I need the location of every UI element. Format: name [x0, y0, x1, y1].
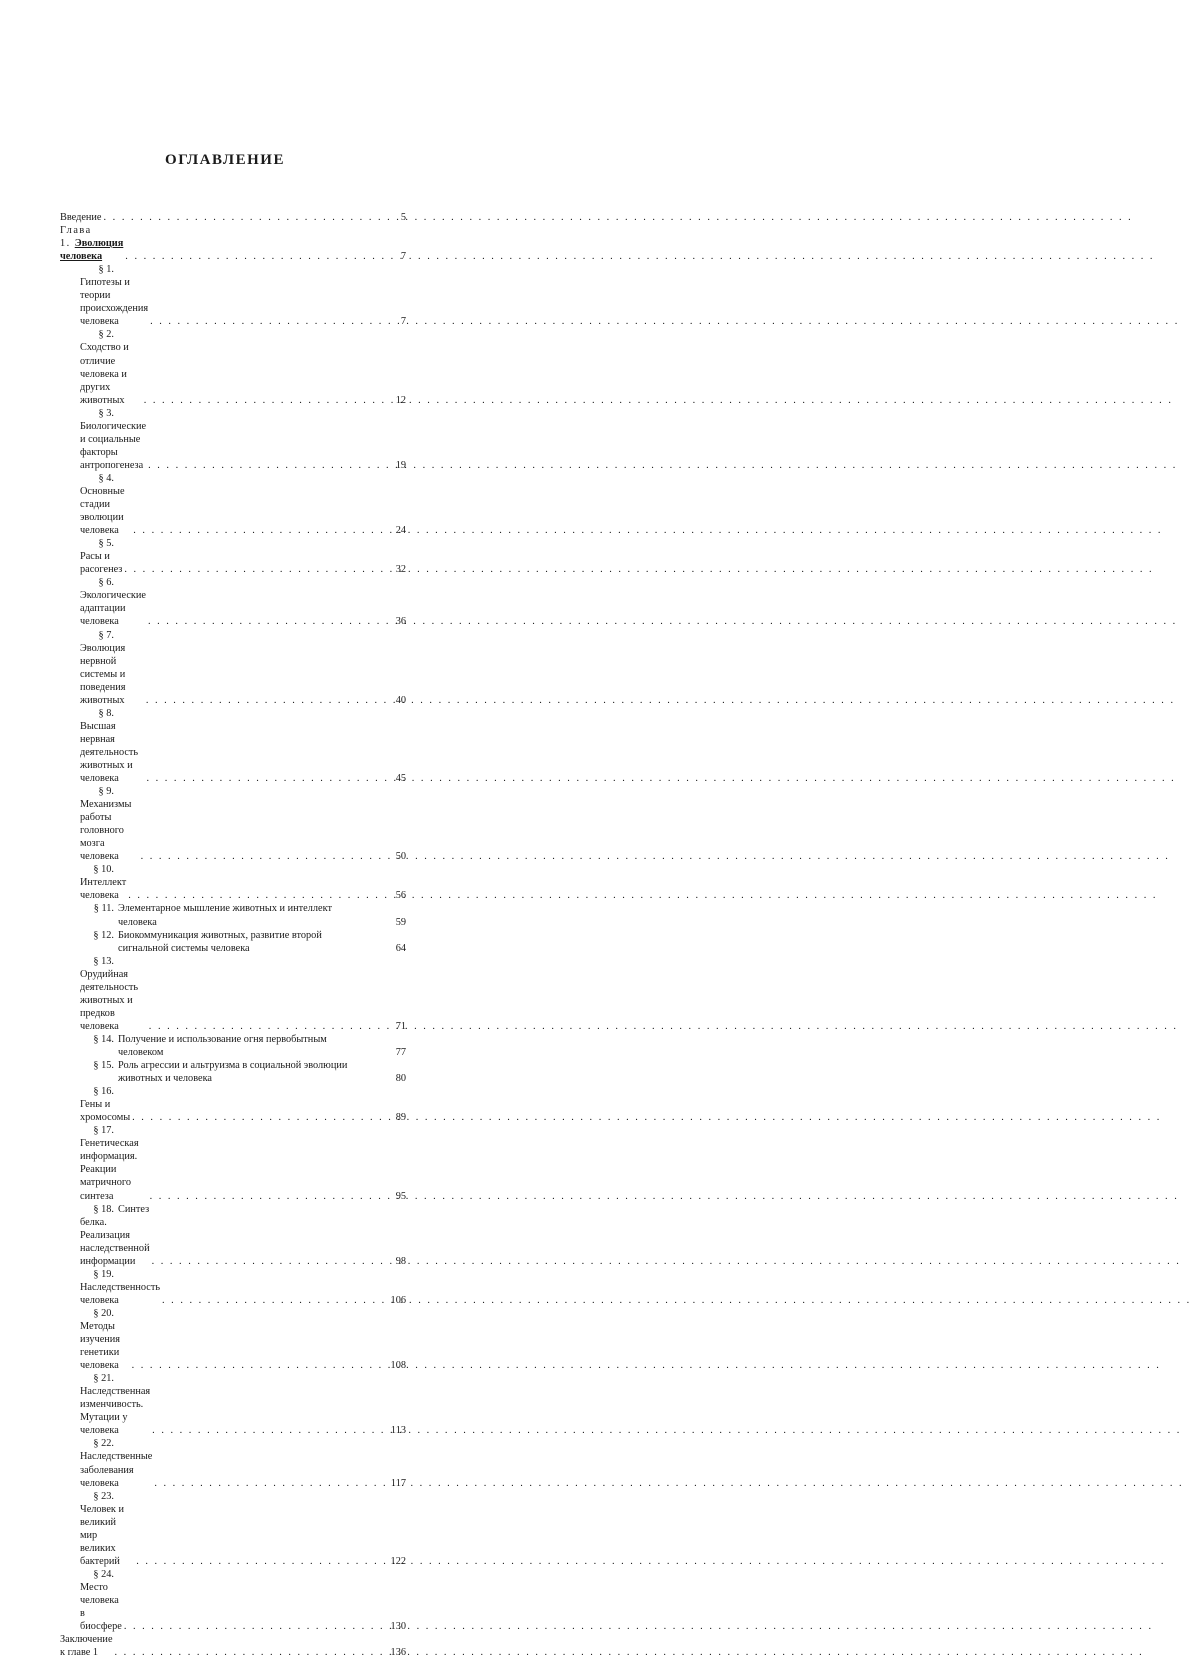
toc-entry-section[interactable]: [80, 1307, 406, 1372]
section-number: § 9.: [98, 786, 114, 798]
toc-entry-section[interactable]: [80, 1437, 406, 1489]
toc-page-number: 50: [395, 851, 406, 863]
leader-dots: [132, 1111, 394, 1124]
toc-page-number: 7: [400, 251, 406, 263]
chapter-title: Эволюция человека: [60, 238, 124, 263]
page-title: ОГЛАВЛЕНИЕ: [165, 152, 285, 168]
section-number: § 16.: [93, 1086, 114, 1098]
section-title: Человек и великий мир великих бактерий: [80, 1503, 125, 1567]
section-number: § 4.: [98, 472, 114, 484]
section-number: § 14.: [93, 1033, 114, 1045]
section-title: Экологические адаптации человека: [80, 590, 146, 628]
section-number: § 18.: [93, 1203, 114, 1215]
toc-entry-section[interactable]: [80, 1490, 406, 1568]
section-title: Гипотезы и теории происхождения человека: [80, 277, 149, 328]
toc-page-number: 5: [400, 212, 406, 223]
toc-entry-section[interactable]: [80, 1085, 406, 1124]
leader-dots: [125, 250, 399, 263]
toc-page-number: 117: [390, 1477, 406, 1489]
toc-page-number: 95: [395, 1190, 406, 1202]
toc-entry-text: Введение: [60, 212, 102, 223]
toc-page-number: 80: [395, 1073, 406, 1085]
section-number: § 13.: [93, 955, 114, 967]
leader-dots: [152, 1424, 389, 1437]
toc-entry-conclusion[interactable]: [60, 1633, 406, 1659]
toc-page-number: 19: [395, 459, 406, 471]
section-title: Интеллект человека: [80, 877, 127, 902]
section-number: § 20.: [93, 1307, 114, 1319]
toc-entry-text: Заключение к главе 1: [60, 1634, 113, 1659]
section-title: Орудийная деятельность животных и предков человека: [80, 968, 139, 1032]
section-number: § 1.: [98, 264, 114, 276]
section-number: § 5.: [98, 538, 114, 550]
section-title: Генетическая информация. Реакции матричного синтеза: [80, 1138, 139, 1202]
leader-dots: [150, 1190, 394, 1203]
section-number: § 8.: [98, 707, 114, 719]
toc-page-number: 71: [395, 1020, 406, 1032]
toc-entry-section[interactable]: [80, 1568, 406, 1633]
table-of-contents: [0, 211, 450, 1659]
toc-entry-section[interactable]: [80, 929, 406, 955]
leader-dots: [136, 1555, 388, 1568]
section-title: Синтез белка. Реализация наследственной информации: [80, 1203, 150, 1267]
section-title: Элементарное мышление животных и интеллект человека: [118, 903, 332, 928]
toc-entry-section[interactable]: [80, 629, 406, 707]
section-title: Наследственная изменчивость. Мутации у человека: [80, 1386, 151, 1437]
toc-entry-section[interactable]: [80, 785, 406, 863]
leader-dots: [115, 1646, 389, 1659]
section-title: Получение и использование огня первобытным человеком: [118, 1033, 327, 1058]
section-number: § 23.: [93, 1490, 114, 1502]
section-title: Гены и хромосомы: [80, 1099, 131, 1124]
section-title: Расы и расогенез: [80, 551, 123, 576]
toc-entry-section[interactable]: [80, 328, 406, 406]
leader-dots: [154, 1477, 389, 1490]
section-number: § 17.: [93, 1125, 114, 1137]
toc-entry-intro[interactable]: [60, 211, 406, 224]
toc-page-number: 32: [395, 564, 406, 576]
toc-page-number: 7: [400, 316, 406, 328]
toc-page-number: 64: [395, 942, 406, 954]
toc-page-number: 45: [395, 773, 406, 785]
section-number: § 10.: [93, 864, 114, 876]
toc-page-number: 113: [390, 1425, 406, 1437]
section-title: Высшая нервная деятельность животных и человека: [80, 720, 139, 785]
section-title: Роль агрессии и альтруизма в социальной эволюции животных и человека: [118, 1060, 348, 1085]
toc-page-number: 36: [395, 616, 406, 628]
toc-page-number: 108: [390, 1360, 406, 1372]
section-number: § 22.: [93, 1438, 114, 1450]
toc-entry-section[interactable]: [80, 407, 406, 472]
leader-dots: [148, 459, 394, 472]
toc-page-number: 136: [390, 1647, 406, 1659]
section-title: Сходство и отличие человека и других животных: [80, 342, 129, 406]
section-title: Наследственные заболевания человека: [80, 1451, 153, 1489]
leader-dots: [146, 772, 393, 785]
toc-entry-section[interactable]: [80, 1203, 406, 1268]
section-number: § 11.: [93, 903, 114, 915]
leader-dots: [128, 889, 393, 902]
section-number: § 15.: [93, 1060, 114, 1072]
toc-entry-section[interactable]: [80, 1124, 406, 1202]
leader-dots: [148, 615, 394, 628]
toc-entry-section[interactable]: [80, 1033, 406, 1059]
section-title: Эволюция нервной системы и поведения животных: [80, 642, 126, 706]
leader-dots: [162, 1294, 389, 1307]
toc-entry-section[interactable]: [80, 955, 406, 1033]
leader-dots: [124, 1620, 389, 1633]
toc-entry-section[interactable]: [80, 537, 406, 576]
toc-page-number: 40: [395, 694, 406, 706]
toc-page-number: 122: [390, 1555, 406, 1567]
toc-entry-section[interactable]: [80, 1372, 406, 1437]
toc-page-number: 89: [395, 1112, 406, 1124]
toc-entry-section[interactable]: [80, 1268, 406, 1307]
section-number: § 6.: [98, 577, 114, 589]
section-title: Механизмы работы головного мозга человека: [80, 799, 132, 863]
toc-entry-section[interactable]: [80, 1059, 406, 1085]
leader-dots: [141, 850, 394, 863]
leader-dots: [133, 524, 393, 537]
section-title: Место человека в биосфере: [80, 1581, 122, 1633]
toc-entry-section[interactable]: [80, 472, 406, 537]
toc-entry-section[interactable]: [80, 707, 406, 785]
toc-entry-section[interactable]: [80, 863, 406, 902]
toc-page-number: 56: [395, 890, 406, 902]
leader-dots: [124, 563, 393, 576]
toc-page-number: 130: [390, 1621, 406, 1633]
section-title: Биологические и социальные факторы антропогенеза: [80, 420, 147, 471]
chapter-label: Глава 1.: [60, 225, 92, 250]
leader-dots: [146, 694, 394, 707]
toc-page-number: 98: [395, 1255, 406, 1267]
section-number: § 24.: [93, 1568, 114, 1580]
leader-dots: [144, 394, 394, 407]
section-title: Биокоммуникация животных, развитие второй сигнальной системы человека: [118, 929, 322, 954]
section-title: Методы изучения генетики человека: [80, 1320, 121, 1372]
leader-dots: [132, 1359, 389, 1372]
section-title: Основные стадии эволюции человека: [80, 485, 125, 537]
leader-dots: [104, 211, 399, 224]
toc-page-number: 106: [390, 1294, 406, 1306]
section-number: § 19.: [93, 1268, 114, 1280]
toc-page-number: 59: [395, 916, 406, 928]
toc-page-number: 12: [395, 394, 406, 406]
leader-dots: [149, 1020, 394, 1033]
section-number: § 7.: [98, 629, 114, 641]
toc-entry-chapter-1[interactable]: [60, 224, 406, 263]
book-page: [0, 0, 450, 1659]
section-number: § 21.: [93, 1373, 114, 1385]
toc-entry-section[interactable]: [80, 576, 406, 628]
toc-entry-section[interactable]: [80, 902, 406, 928]
toc-entry-section[interactable]: [80, 263, 406, 328]
toc-page-number: 24: [395, 525, 406, 537]
section-number: § 3.: [98, 407, 114, 419]
leader-dots: [150, 315, 399, 328]
section-title: Наследственность человека: [80, 1281, 161, 1306]
toc-page-number: 77: [395, 1047, 406, 1058]
section-number: § 12.: [93, 929, 114, 941]
section-number: § 2.: [98, 329, 114, 341]
leader-dots: [152, 1255, 394, 1268]
